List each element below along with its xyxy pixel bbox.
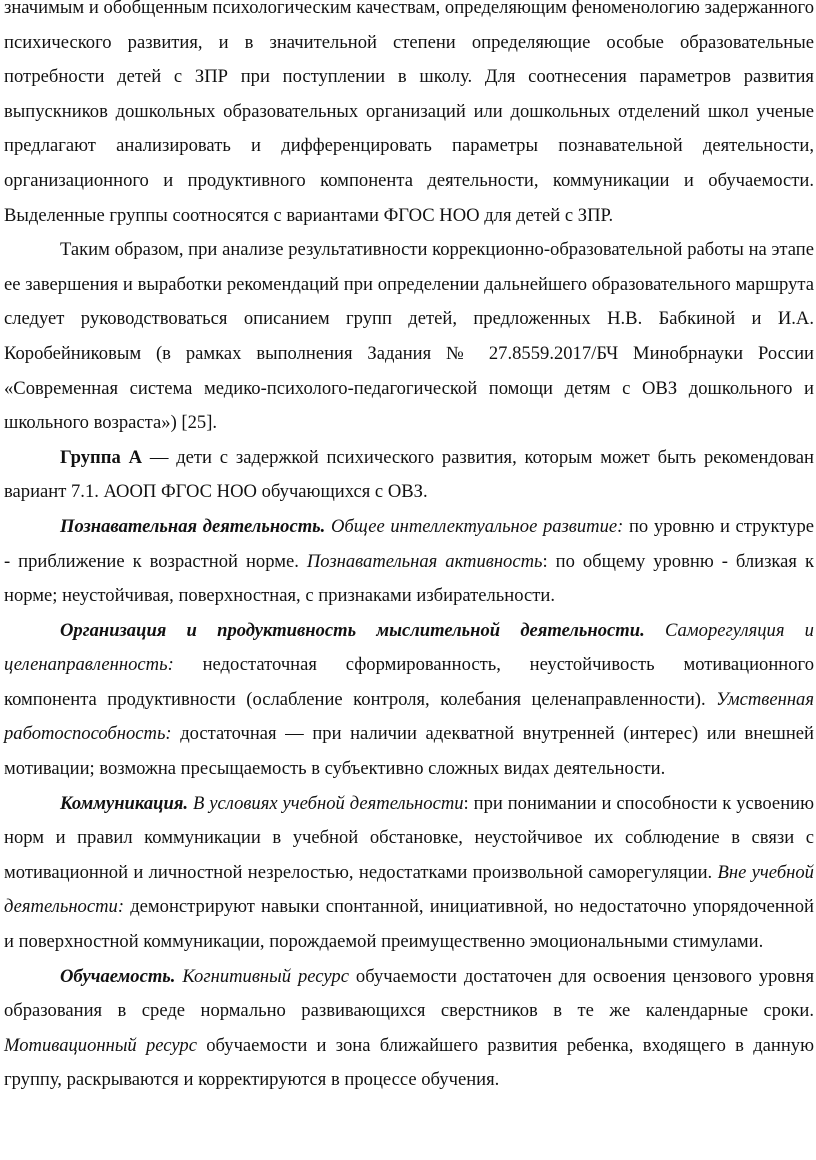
subheading: Познавательная активность xyxy=(306,550,543,572)
paragraph-text: демонстрируют навыки спонтанной, инициативной, но недостаточно упорядоченной и поверхностной коммуникации, порождаемой преимущественно эмоциональными стимулами. xyxy=(4,896,814,953)
paragraph-text: недостаточная сформированность, неустойчивость мотивационного компонента продуктивности (ослабление контроля, колебания целенаправленности). xyxy=(4,654,814,710)
subheading: В условиях учебной деятельности xyxy=(192,792,464,814)
group-description: — дети с задержкой психического развития, которым может быть рекомендован вариант 7.1. АООП ФГОС НОО обучающихся с ОВЗ. xyxy=(4,446,814,503)
paragraph-communication xyxy=(4,787,814,960)
paragraph-text: обучаемости и зона ближайшего развития ребенка, входящего в данную группу, раскрываются и корректируются в процессе обучения. xyxy=(4,1034,814,1091)
paragraph-thinking-organization xyxy=(4,614,814,787)
paragraph-text: Таким образом, при анализе результативности коррекционно-образовательной работы на этапе ее завершения и выработки рекомендаций при определении дальнейшего образовательного маршрута следует руководствоваться описанием групп детей, предложенных Н.В. Бабкиной и И.А. Коробейниковым (в рамках выполнения Задания № 27.8559.2017/БЧ Минобрнауки России «Современная система медико-психолого-педагогической помощи детям с ОВЗ дошкольного и школьного возраста») [25]. xyxy=(4,239,814,434)
paragraph-text: : по общему уровню - близкая к норме; неустойчивая, поверхностная, с признаками избирательности. xyxy=(4,550,814,607)
paragraph-text: обучаемости достаточен для освоения цензового уровня образования в среде нормально развивающихся сверстников в те же календарные сроки. xyxy=(4,965,814,1022)
paragraph-intro-continuation xyxy=(4,0,814,233)
subheading: Саморегуляция и целенаправленность: xyxy=(4,619,814,676)
paragraph-group-a xyxy=(4,441,814,510)
section-heading: Обучаемость. xyxy=(60,965,176,987)
subheading: Умственная работоспособность: xyxy=(4,688,814,745)
paragraph-conclusion xyxy=(4,233,814,441)
paragraph-learnability xyxy=(4,960,814,1098)
group-heading: Группа А xyxy=(60,446,143,468)
paragraph-text: : при понимании и способности к усвоению норм и правил коммуникации в учебной обстановке, неустойчивое их соблюдение в связи с мотивационной и личностной незрелостью, недостатками произвольной саморегуляции. xyxy=(4,792,814,883)
section-heading: Коммуникация. xyxy=(60,792,189,814)
paragraph-cognitive-activity xyxy=(4,510,814,614)
subheading: Когнитивный ресурс xyxy=(182,965,349,987)
paragraph-text: значимым и обобщенным психологическим качествам, определяющим феноменологию задержанного психического развития, и в значительной степени определяющие особые образовательные потребности детей с ЗПР при поступлении в школу. Для соотнесения параметров развития выпускников дошкольных образовательных организаций или дошкольных отделений школ ученые предлагают анализировать и дифференцировать параметры познавательной деятельности, организационного и продуктивного компонента деятельности, коммуникации и обучаемости. Выделенные группы соотносятся с вариантами ФГОС НОО для детей с ЗПР. xyxy=(4,0,814,226)
section-heading: Познавательная деятельность. xyxy=(60,515,326,537)
section-heading: Организация и продуктивность мыслительной деятельности. xyxy=(60,619,645,641)
subheading: Вне учебной деятельности: xyxy=(4,861,814,918)
paragraph-text: достаточная — при наличии адекватной внутренней (интерес) или внешней мотивации; возможна пресыщаемость в субъективно сложных видах деятельности. xyxy=(4,723,814,780)
subheading: Мотивационный ресурс xyxy=(4,1034,197,1056)
paragraph-text: по уровню и структуре - приближение к возрастной норме. xyxy=(4,515,814,572)
subheading: Общее интеллектуальное развитие: xyxy=(330,515,624,537)
